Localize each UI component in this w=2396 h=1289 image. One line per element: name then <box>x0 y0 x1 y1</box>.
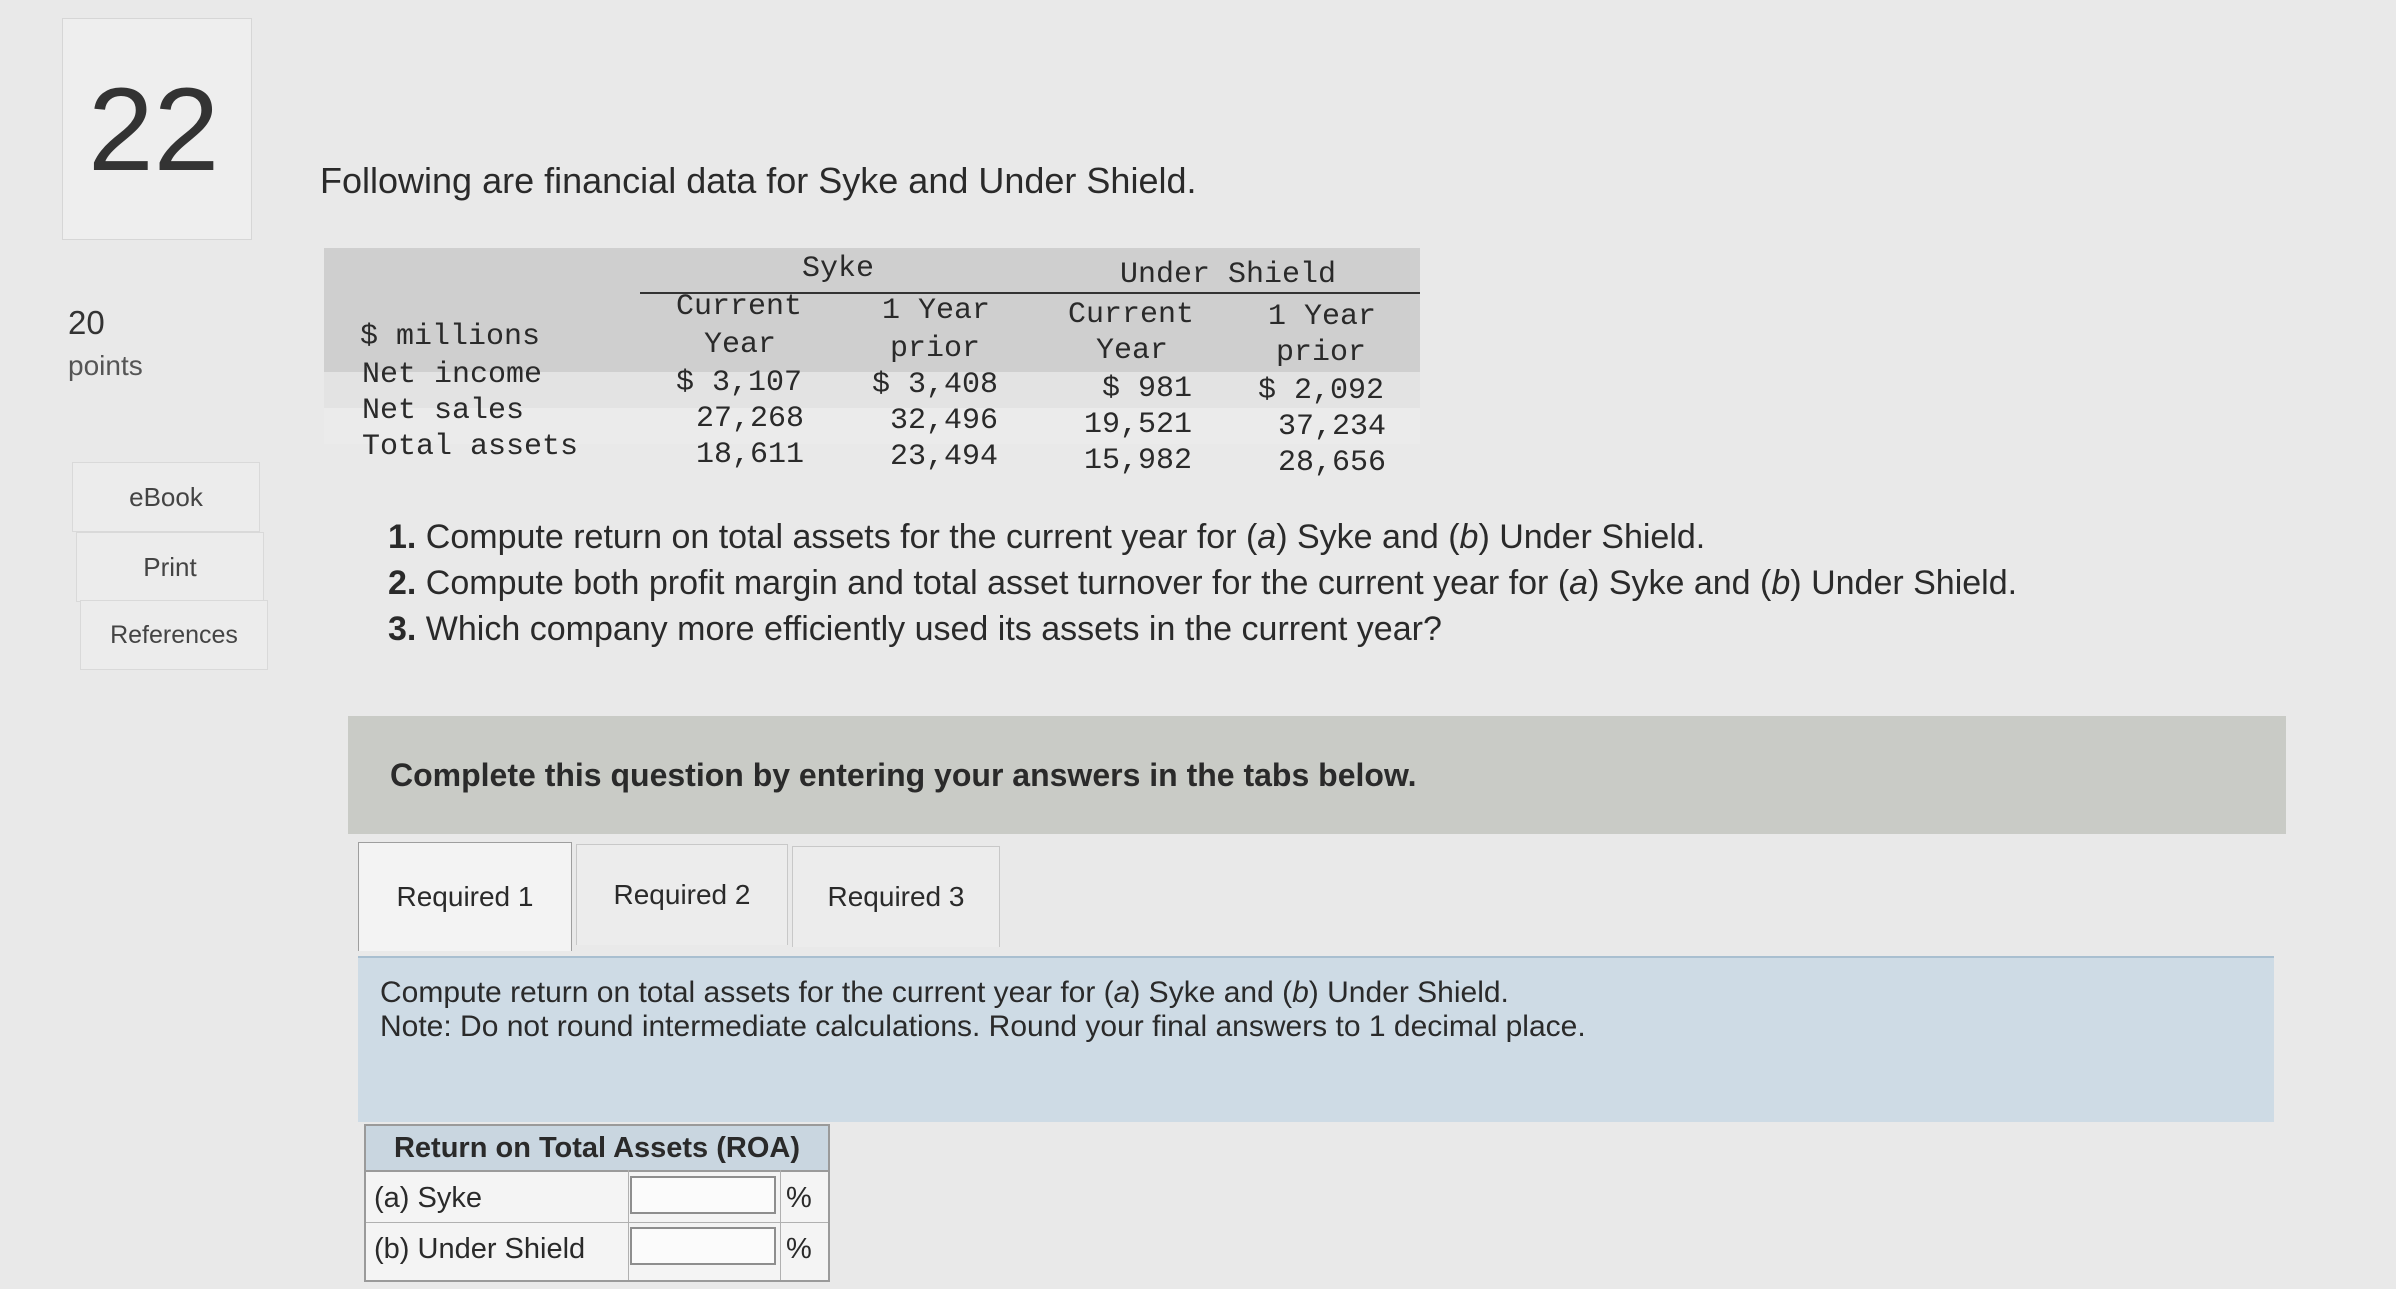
column-divider <box>628 1170 629 1280</box>
row-label: Net sales <box>362 394 525 428</box>
unit-label: $ millions <box>360 320 541 354</box>
company-header-under-shield: Under Shield <box>1120 258 1337 292</box>
table-cell: 19,521 <box>1084 408 1193 442</box>
under-shield-roa-input[interactable] <box>630 1227 776 1265</box>
percent-unit: % <box>786 1182 812 1214</box>
row-label: Total assets <box>362 430 579 464</box>
question-number: 22 <box>88 64 220 196</box>
col-header-line: prior <box>1276 336 1367 370</box>
table-cell: 27,268 <box>696 402 805 436</box>
points-value: 20 <box>68 304 105 341</box>
roa-row-label: (b) Under Shield <box>374 1233 586 1265</box>
print-button[interactable]: Print <box>76 532 264 602</box>
col-header-line: Current <box>676 290 803 324</box>
references-button[interactable]: References <box>80 600 268 670</box>
col-header-line: prior <box>890 332 981 366</box>
table-cell: $ 3,107 <box>676 366 803 400</box>
column-divider <box>780 1170 781 1280</box>
table-row <box>366 1172 828 1223</box>
table-cell: 37,234 <box>1278 410 1387 444</box>
points-label: points <box>68 350 143 381</box>
tab-required-1[interactable]: Required 1 <box>358 842 572 951</box>
table-cell: 32,496 <box>890 404 999 438</box>
roa-table-header: Return on Total Assets (ROA) <box>366 1126 828 1172</box>
syke-roa-input[interactable] <box>630 1176 776 1214</box>
col-header-line: Year <box>1096 334 1169 368</box>
col-header-line: Year <box>704 328 777 362</box>
table-row <box>366 1223 828 1273</box>
col-header-line: 1 Year <box>1268 300 1377 334</box>
table-cell: 15,982 <box>1084 444 1193 478</box>
financial-data-table <box>324 248 1420 480</box>
tab-required-3[interactable]: Required 3 <box>792 846 1000 947</box>
table-cell: 28,656 <box>1278 446 1387 480</box>
tab-required-2[interactable]: Required 2 <box>576 844 788 945</box>
question-item: 2. Compute both profit margin and total asset turnover for the current year for (a) Syke and (b) Under Shield. <box>388 564 2018 602</box>
roa-row-label: (a) Syke <box>374 1182 482 1214</box>
table-cell: 18,611 <box>696 438 805 472</box>
instruction-banner <box>348 716 2286 834</box>
percent-unit: % <box>786 1233 812 1265</box>
col-header-line: 1 Year <box>882 294 991 328</box>
question-item: 1. Compute return on total assets for the current year for (a) Syke and (b) Under Shield. <box>388 518 1706 556</box>
col-header-line: Current <box>1068 298 1195 332</box>
instruction-banner-text: Complete this question by entering your answers in the tabs below. <box>390 756 1417 793</box>
ebook-button[interactable]: eBook <box>72 462 260 532</box>
table-cell: $ 2,092 <box>1258 374 1385 408</box>
panel-instruction: Compute return on total assets for the current year for (a) Syke and (b) Under Shield. <box>380 976 1509 1009</box>
table-cell: 23,494 <box>890 440 999 474</box>
company-header-syke: Syke <box>802 252 875 286</box>
question-list <box>388 514 2017 652</box>
instruction-panel <box>358 956 2274 1122</box>
question-item: 3. Which company more efficiently used its assets in the current year? <box>388 610 1442 648</box>
row-label: Net income <box>362 358 543 392</box>
intro-text: Following are financial data for Syke and Under Shield. <box>320 160 1197 201</box>
panel-note: Note: Do not round intermediate calculations. Round your final answers to 1 decimal place. <box>380 1010 1586 1043</box>
table-cell: $ 981 <box>1102 372 1193 406</box>
roa-table <box>364 1124 830 1282</box>
table-cell: $ 3,408 <box>872 368 999 402</box>
points-info <box>68 304 143 382</box>
